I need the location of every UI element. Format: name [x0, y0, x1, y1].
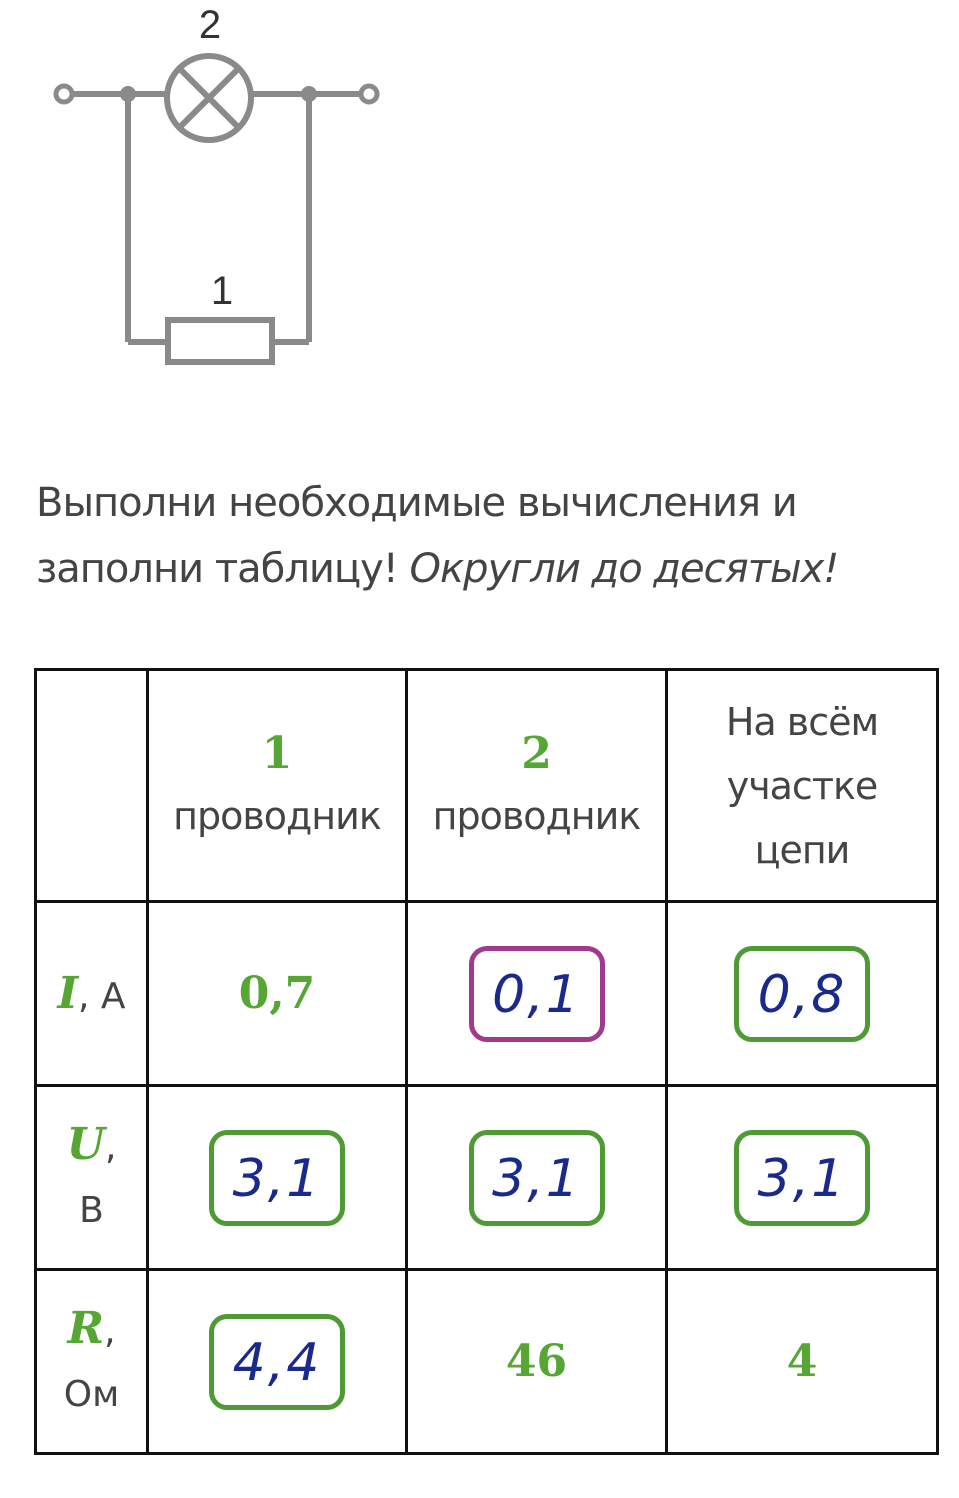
quantity-unit: Ом	[63, 1373, 120, 1415]
terminal-right	[361, 86, 377, 102]
quantity-unit-separator: ,	[104, 1126, 117, 1168]
corner-cell	[36, 670, 148, 902]
circuit-diagram	[0, 0, 420, 400]
header-conductor-1	[148, 670, 407, 902]
cell-voltage-1[interactable]	[148, 1086, 407, 1270]
header-row	[36, 670, 938, 902]
quantity-unit: , А	[78, 976, 126, 1017]
row-voltage	[36, 1086, 938, 1270]
resistor-icon	[168, 320, 272, 362]
cell-current-2[interactable]	[407, 902, 667, 1086]
task-instruction	[36, 470, 916, 602]
handwritten-answer: 3,1	[757, 1148, 847, 1209]
answer-input[interactable]	[734, 946, 870, 1042]
given-value: 0,7	[238, 968, 316, 1019]
cell-resistance-1[interactable]	[148, 1270, 407, 1454]
answer-input[interactable]	[734, 1130, 870, 1226]
header-whole-circuit	[667, 670, 938, 902]
lamp-label: 2	[198, 3, 222, 47]
answer-input[interactable]	[209, 1130, 345, 1226]
instruction-rounding-note: Округли до десятых!	[409, 546, 839, 592]
answer-input[interactable]	[209, 1314, 345, 1410]
header-text-line: цепи	[754, 827, 850, 872]
quantity-symbol: I	[57, 968, 79, 1019]
lamp-icon	[167, 56, 251, 140]
header-text-line: участке	[726, 763, 878, 808]
junction-left	[120, 86, 136, 102]
quantity-symbol: R	[67, 1302, 105, 1354]
cell-resistance-total	[667, 1270, 938, 1454]
resistor-label: 1	[210, 269, 234, 313]
header-text-line: На всём	[725, 699, 879, 744]
cell-voltage-total[interactable]	[667, 1086, 938, 1270]
quantity-unit-separator: ,	[104, 1310, 116, 1352]
given-value: 46	[505, 1336, 568, 1387]
header-text: проводник	[173, 793, 381, 838]
cell-voltage-2[interactable]	[407, 1086, 667, 1270]
quantity-unit: В	[79, 1189, 104, 1231]
handwritten-answer: 3,1	[492, 1148, 581, 1209]
header-number: 2	[521, 727, 552, 779]
row-resistance	[36, 1270, 938, 1454]
answer-input[interactable]	[469, 946, 605, 1042]
row-label-current	[36, 902, 148, 1086]
handwritten-answer: 0,8	[757, 964, 847, 1025]
header-text: проводник	[432, 793, 641, 838]
instruction-line1: Выполни необходимые вычисления и	[36, 480, 797, 526]
quantity-symbol: U	[66, 1118, 105, 1170]
header-number: 1	[261, 727, 293, 779]
handwritten-answer: 4,4	[232, 1332, 322, 1393]
row-label-resistance	[36, 1270, 148, 1454]
answer-table	[34, 668, 939, 1455]
row-current	[36, 902, 938, 1086]
junction-right	[301, 86, 317, 102]
handwritten-answer: 0,1	[492, 964, 581, 1025]
cell-current-1	[148, 902, 407, 1086]
cell-resistance-2	[407, 1270, 667, 1454]
instruction-line2: заполни таблицу!	[36, 546, 410, 592]
cell-current-total[interactable]	[667, 902, 938, 1086]
answer-input[interactable]	[469, 1130, 605, 1226]
terminal-left	[56, 86, 72, 102]
row-label-voltage	[36, 1086, 148, 1270]
header-conductor-2	[407, 670, 667, 902]
handwritten-answer: 3,1	[232, 1148, 322, 1209]
given-value: 4	[786, 1336, 818, 1387]
